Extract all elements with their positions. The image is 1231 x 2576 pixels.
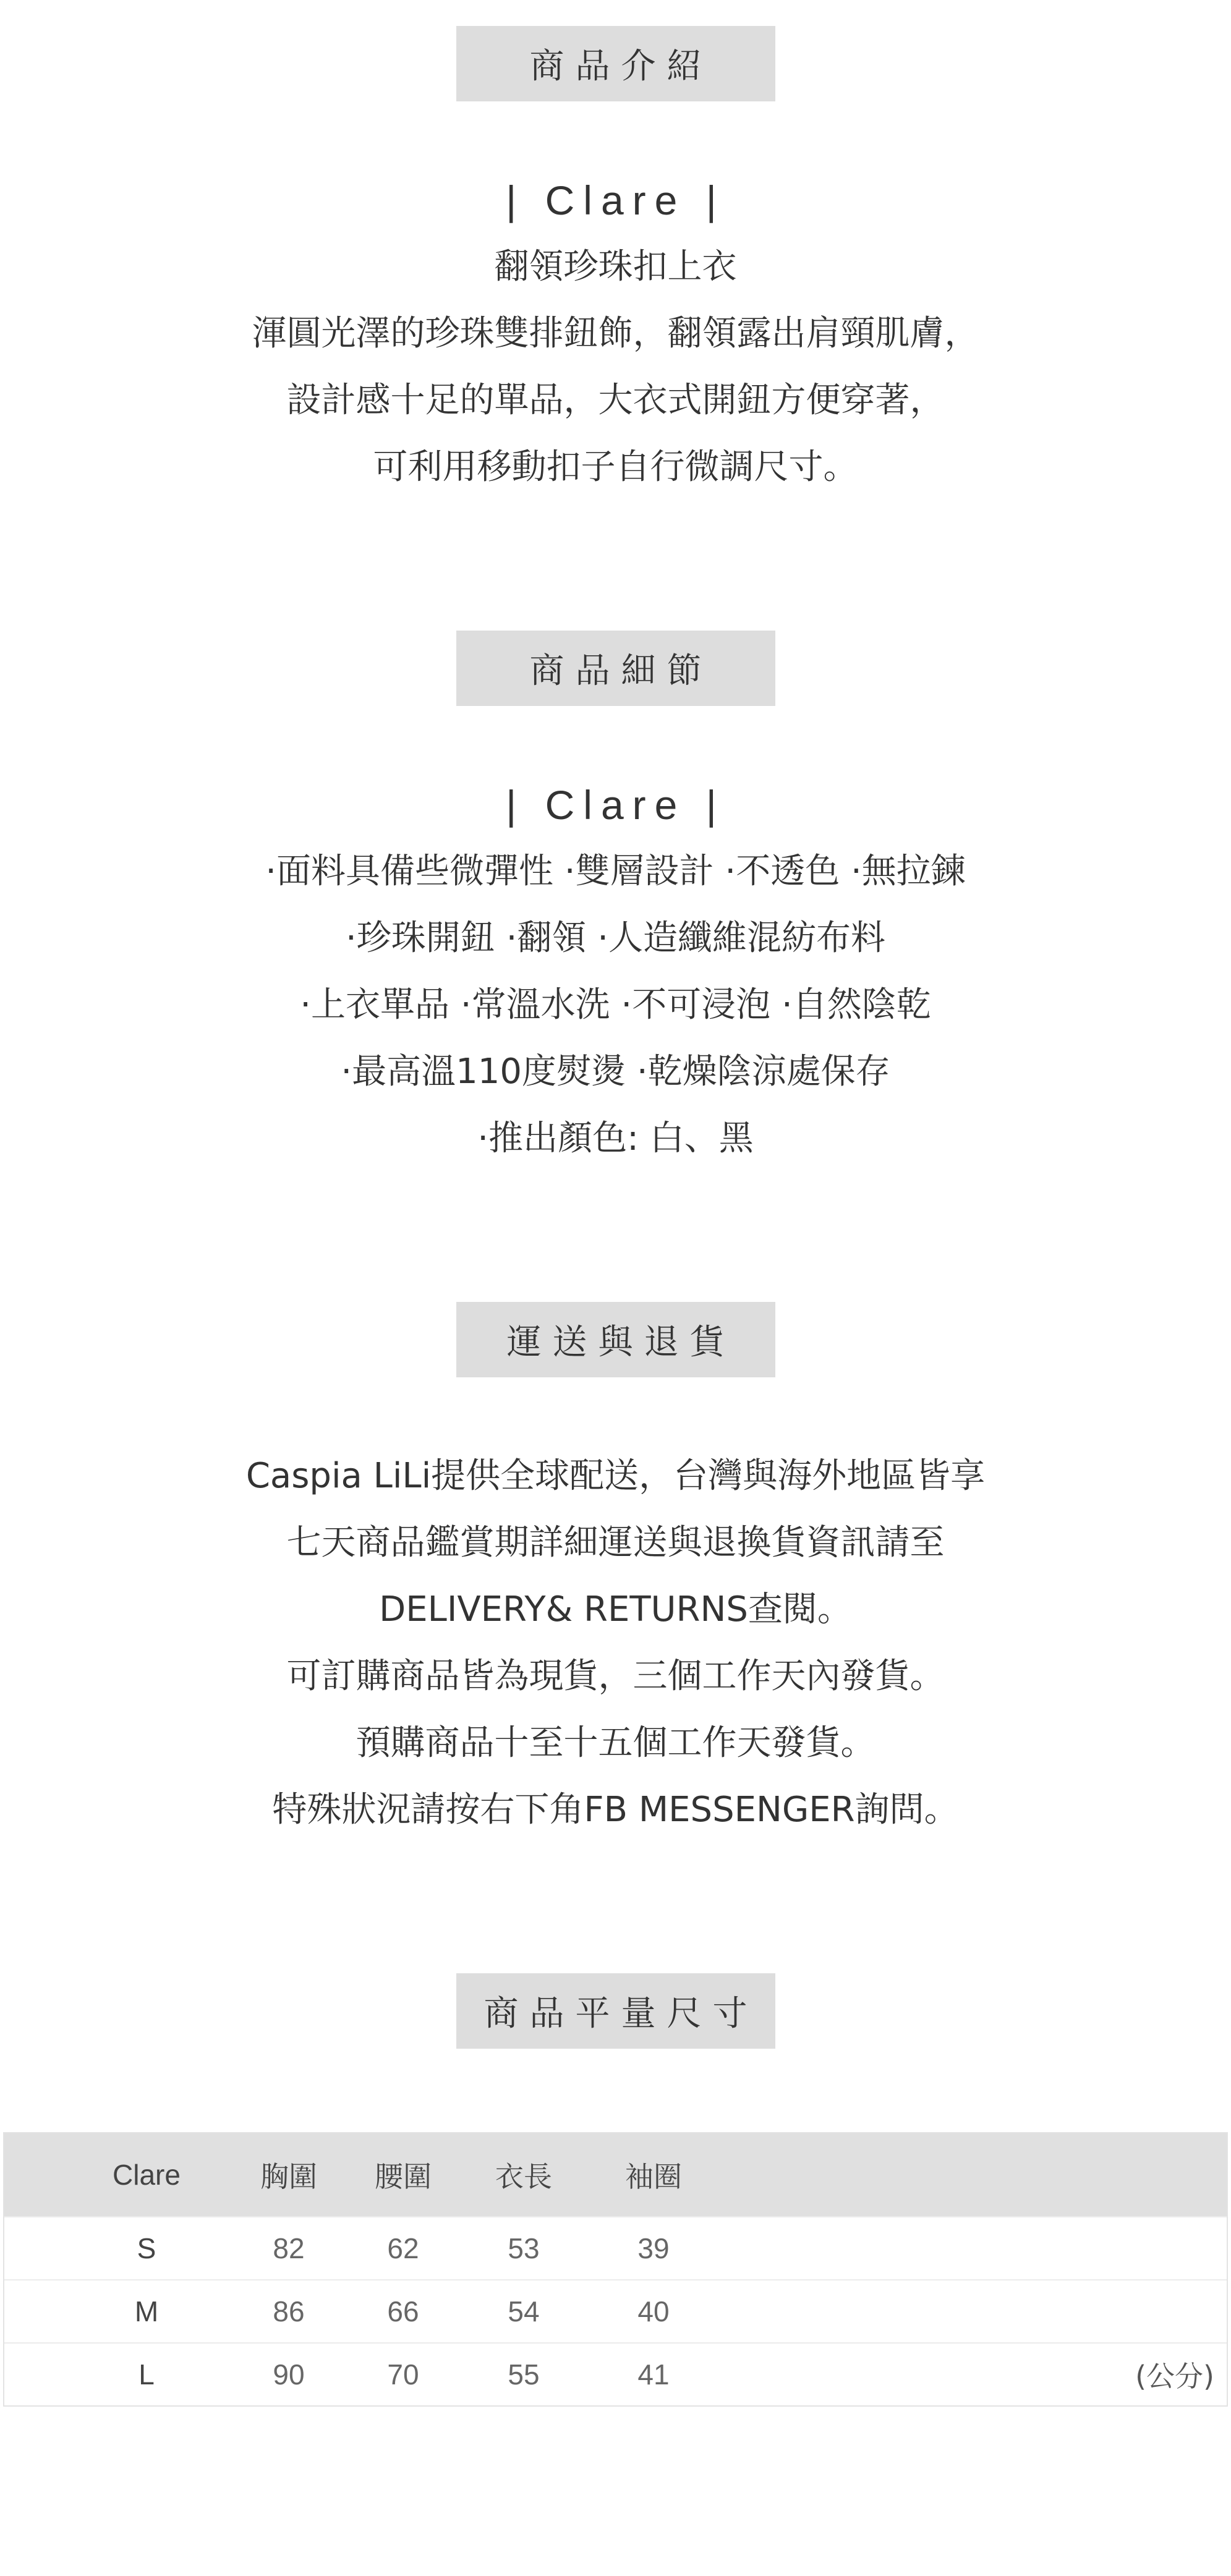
size-table — [3, 2132, 1228, 2407]
size-value: 41 — [637, 2358, 670, 2391]
intro-text-block — [0, 167, 1231, 501]
section-heading-intro-label: 商品介紹 — [529, 46, 713, 87]
shipping-line: DELIVERY& RETURNS查閱。 — [379, 1589, 852, 1630]
size-value: 53 — [508, 2232, 540, 2264]
size-label: M — [134, 2295, 159, 2327]
shipping-line: 預購商品十至十五個工作天發貨。 — [356, 1723, 875, 1763]
size-value: 90 — [273, 2358, 305, 2391]
size-table-header-cell: 袖圈 — [625, 2160, 682, 2193]
shipping-line: 可訂購商品皆為現貨，三個工作天內發貨。 — [286, 1656, 945, 1696]
section-heading-shipping-label: 運送與退貨 — [506, 1322, 736, 1362]
shipping-text-block — [0, 1443, 1231, 1843]
section-heading-sizes — [456, 1973, 775, 2049]
shipping-line: Caspia LiLi提供全球配送，台灣與海外地區皆享 — [245, 1456, 986, 1496]
intro-line: 渾圓光澤的珍珠雙排鈕飾，翻領露出肩頸肌膚， — [252, 313, 979, 354]
size-label: S — [137, 2232, 156, 2264]
size-value: 40 — [637, 2295, 670, 2327]
size-value: 66 — [387, 2295, 419, 2327]
size-table-header — [4, 2133, 1227, 2216]
size-table-row — [4, 2216, 1227, 2279]
section-heading-details-label: 商品細節 — [529, 651, 713, 691]
intro-line: 可利用移動扣子自行微調尺寸。 — [373, 447, 858, 487]
size-value: 62 — [387, 2232, 419, 2264]
details-line: ·最高溫110度熨燙 ·乾燥陰涼處保存 — [341, 1052, 890, 1092]
size-unit-label: (公分) — [1135, 2360, 1214, 2393]
intro-brand-line: | Clare | — [506, 177, 725, 223]
details-line: ·珍珠開鈕 ·翻領 ·人造纖維混紡布料 — [345, 918, 885, 958]
size-label: L — [138, 2358, 155, 2391]
size-value: 82 — [273, 2232, 305, 2264]
section-heading-shipping — [456, 1302, 775, 1377]
section-heading-intro — [456, 26, 775, 101]
details-line: ·面料具備些微彈性 ·雙層設計 ·不透色 ·無拉鍊 — [265, 851, 966, 891]
shipping-line: 七天商品鑑賞期詳細運送與退換貨資訊請至 — [286, 1523, 945, 1563]
size-table-header-cell: 衣長 — [495, 2160, 552, 2193]
size-value: 54 — [508, 2295, 540, 2327]
size-table-header-cell: 胸圍 — [260, 2160, 317, 2193]
intro-line: 設計感十足的單品，大衣式開鈕方便穿著， — [286, 380, 945, 420]
section-heading-sizes-label: 商品平量尺寸 — [483, 1994, 759, 2034]
details-line: ·上衣單品 ·常溫水洗 ·不可浸泡 ·自然陰乾 — [300, 985, 931, 1025]
shipping-line: 特殊狀況請按右下角FB MESSENGER詢問。 — [272, 1790, 959, 1830]
size-table-header-cell: 腰圍 — [375, 2160, 432, 2193]
size-table-row — [4, 2342, 1227, 2405]
details-line: ·推出顏色: 白、黑 — [477, 1118, 754, 1158]
size-value: 86 — [273, 2295, 305, 2327]
details-brand-line: | Clare | — [506, 782, 725, 828]
size-table-row — [4, 2279, 1227, 2342]
details-text-block — [0, 772, 1231, 1172]
size-table-header-cell: Clare — [113, 2159, 181, 2191]
section-heading-details — [456, 631, 775, 706]
size-value: 55 — [508, 2358, 540, 2391]
size-value: 39 — [637, 2232, 670, 2264]
size-value: 70 — [387, 2358, 419, 2391]
intro-line: 翻領珍珠扣上衣 — [494, 247, 737, 287]
